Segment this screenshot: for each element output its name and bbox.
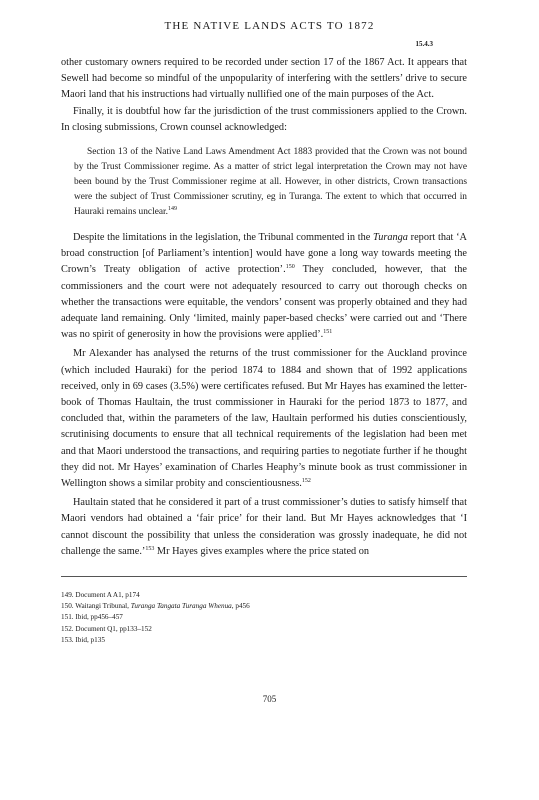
italic-title: Turanga — [373, 232, 408, 244]
paragraph: other customary owners required to be recorded under section 17 of the 1867 Act. It appears that Sewell had become so mindful of the unpopularity of interfering with the settlers’ drive to secure Maori land that his instructions had virtually nullified one of the main purposes of the Act. — [61, 57, 467, 101]
text-run: , p456 — [231, 602, 250, 611]
italic-title: Turanga Tangata Turanga Whenua — [130, 602, 232, 611]
footnote-ref: 151 — [323, 329, 333, 336]
text-run: Mr Hayes gives examples where the price stated on — [154, 545, 370, 557]
page-number: 705 — [262, 694, 277, 704]
footnote-ref: 150 — [285, 264, 295, 271]
text-run: report that ‘A broad construction [of Parliament’s intention] would have gone a long way towards meeting the Crown’s Treaty obligation of active protection’. — [61, 232, 467, 276]
text-run: Mr Alexander has analysed the returns of the trust commissioner for the Auckland province (which included Hauraki) for the period 1874 to 1884 and shown that of 1992 applications received, only in 69 cases (3.5%) were certificates refused. But Mr Hayes has examined the letter-book of Thomas Haultain, the trust commissioner in Hauraki for the period 1873 to 1877, and concluded that, within the parameters of the law, Haultain performed his duties conscientiously, scrutinising documents to ensure that all technical requirements of the legislation had been met and that Maori understood the transactions, and requiring parties to negotiate further if he thought they did not. Mr Hayes’ examination of Charles Heaphy’s minute book as trust commissioner in Wellington shows a similar probity and conscientiousness. — [61, 348, 467, 490]
text-run: Despite the limitations in the legislation, the Tribunal commented in the — [73, 232, 374, 244]
footnotes — [61, 590, 467, 646]
footnote: 152. Document Q1, pp133–152 — [61, 624, 152, 633]
footnote: 153. Ibid, p135 — [61, 635, 105, 644]
footnote-divider — [61, 576, 467, 577]
paragraph — [61, 346, 467, 492]
paragraph — [61, 230, 467, 343]
block-quote — [61, 145, 467, 220]
paragraph — [61, 495, 467, 560]
body-text — [61, 55, 467, 560]
section-number: 15.4.3 — [415, 40, 433, 48]
running-head: THE NATIVE LANDS ACTS TO 1872 — [164, 20, 375, 32]
paragraph: Finally, it is doubtful how far the jurisdiction of the trust commissioners applied to the Crown. In closing submissions, Crown counsel acknowledged: — [61, 105, 467, 133]
footnote-ref: 153 — [145, 545, 155, 552]
footnote-ref: 152 — [301, 478, 311, 485]
footnote: 151. Ibid, pp456–457 — [61, 613, 123, 622]
text-run: 150. Waitangi Tribunal, — [61, 602, 131, 611]
quote-paragraph — [74, 145, 467, 220]
footnote: 149. Document A A1, p174 — [61, 591, 140, 599]
text-run: They concluded, however, that the commissioners and the court were not adequately resourced to carry out thorough checks on whether the transactions were equitable, the vendors’ consent was properly obtained and they had adequate land remaining. Only ‘limited, mainly paper-based checks’ were carried out and ‘There was no spirit of generosity in how the provisions were applied’. — [61, 264, 467, 341]
footnote-ref: 149 — [167, 206, 177, 213]
quote-text: Section 13 of the Native Land Laws Amendment Act 1883 provided that the Crown was not bound by the Trust Commissioner regime. As a matter of strict legal interpretation the Crown may not have been bound by the Trust Commissioner regime at all. However, in other districts, Crown transactions were the subject of Trust Commissioner scrutiny, eg in Turanga. The extent to which that occurred in Hauraki remains unclear. — [74, 147, 467, 218]
text-run: Haultain stated that he considered it part of a trust commissioner’s duties to satisfy himself that Maori vendors had obtained a ‘fair price’ for their land. But Mr Hayes acknowledges that ‘I cannot discount the possibility that unless the consideration was grossly inadequate, he did not challenge the same.’ — [61, 497, 467, 557]
footnote — [61, 601, 467, 612]
